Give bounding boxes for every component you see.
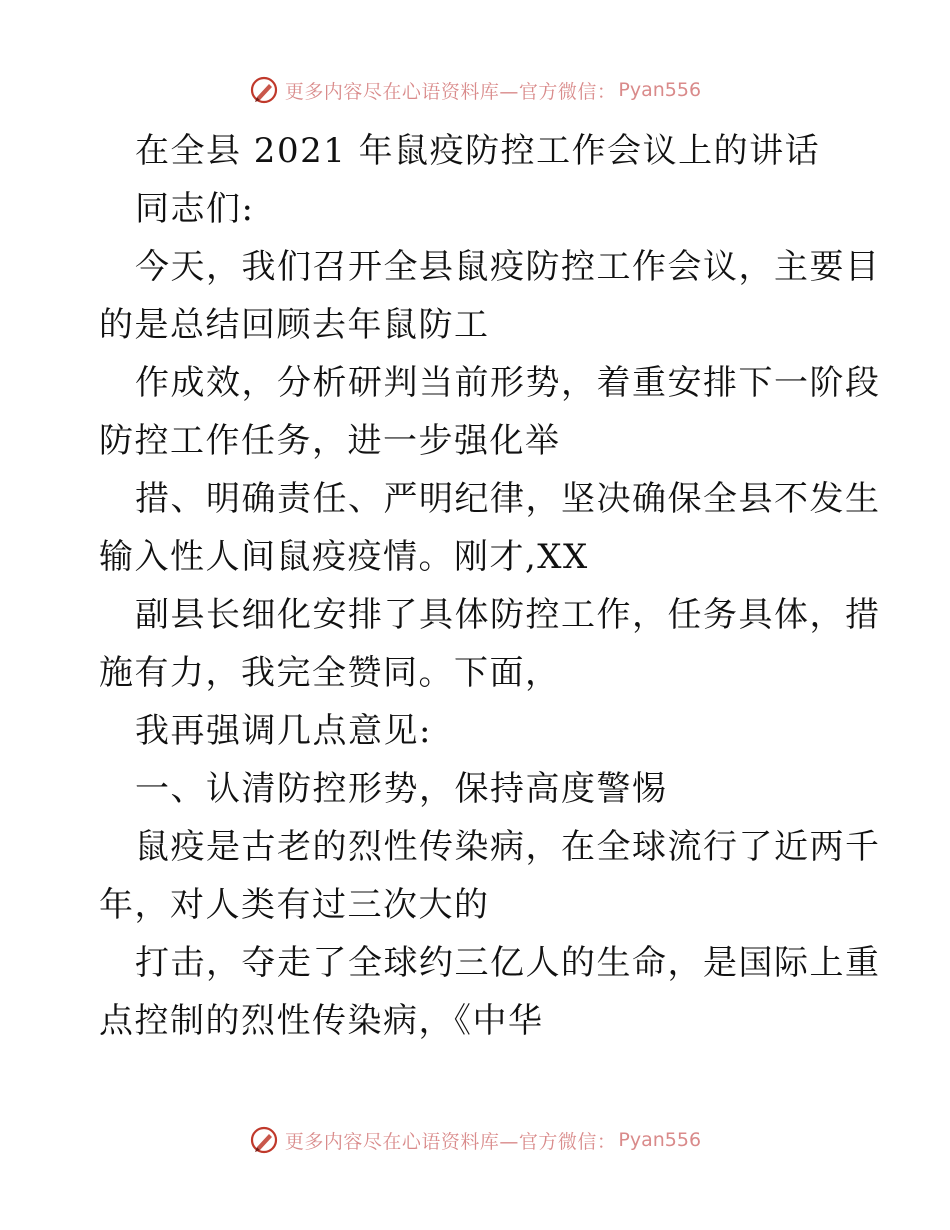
paragraph-line: 防控工作任务，进一步强化举 — [99, 421, 561, 461]
paragraph-line: 的是总结回顾去年鼠防工 — [99, 305, 490, 345]
header-watermark — [0, 72, 950, 108]
paragraph-line: 年，对人类有过三次大的 — [99, 885, 490, 925]
paragraph-line: 副县长细化安排了具体防控工作，任务具体，措 — [135, 595, 881, 635]
pen-circle-logo-icon — [249, 75, 279, 105]
watermark-text: 更多内容尽在心语资料库—官方微信： — [284, 1130, 617, 1153]
document-body — [99, 122, 881, 1050]
footer-watermark — [0, 1122, 950, 1158]
salutation: 同志们: — [135, 189, 255, 229]
paragraph-line: 打击，夺走了全球约三亿人的生命，是国际上重 — [135, 943, 881, 983]
watermark-account: Pyan556 — [618, 1129, 702, 1151]
section-heading: 一、认清防控形势，保持高度警惕 — [135, 769, 668, 809]
paragraph-line: 鼠疫是古老的烈性传染病，在全球流行了近两千 — [135, 827, 881, 867]
paragraph-line: 我再强调几点意见: — [135, 711, 432, 751]
watermark-account: Pyan556 — [618, 79, 702, 101]
pen-circle-logo-icon — [249, 1125, 279, 1155]
paragraph-line: 作成效，分析研判当前形势，着重安排下一阶段 — [135, 363, 881, 403]
document-title: 在全县 2021 年鼠疫防控工作会议上的讲话 — [135, 131, 821, 171]
paragraph-line: 点控制的烈性传染病，《中华 — [99, 1001, 544, 1041]
paragraph-line: 今天，我们召开全县鼠疫防控工作会议，主要目 — [135, 247, 881, 287]
watermark-text: 更多内容尽在心语资料库—官方微信： — [284, 80, 617, 103]
paragraph-line: 输入性人间鼠疫疫情。刚才,XX — [99, 537, 589, 577]
paragraph-line: 措、明确责任、严明纪律，坚决确保全县不发生 — [135, 479, 881, 519]
paragraph-line: 施有力，我完全赞同。下面， — [99, 653, 561, 693]
